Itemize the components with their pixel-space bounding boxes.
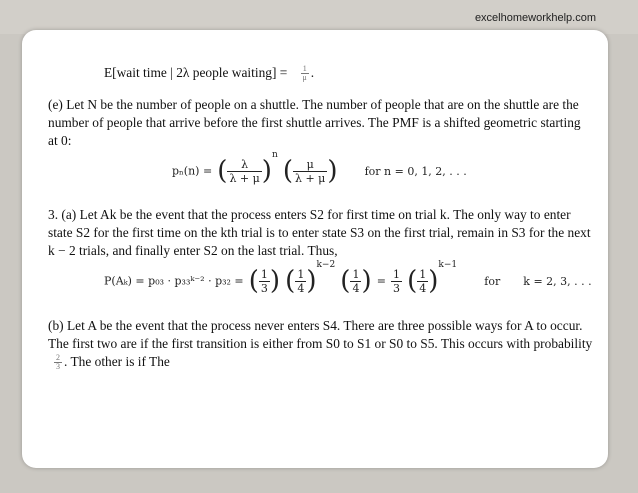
fraction-denominator: 4 [419, 281, 427, 295]
right-paren: ) [306, 266, 317, 296]
wait-time-equation [104, 65, 314, 82]
probability-equation [104, 260, 592, 296]
prob-fraction-5 [417, 268, 428, 295]
left-paren: ( [285, 266, 296, 296]
prob-fraction-2 [295, 268, 306, 295]
paragraph-b-continuation: . The other is if The [64, 354, 170, 369]
left-paren: ( [407, 266, 418, 296]
fraction-denominator: 4 [352, 281, 360, 295]
left-paren: ( [248, 266, 259, 296]
pmf-condition: for n = 0, 1, 2, . . . [364, 164, 467, 178]
left-paren: ( [217, 156, 228, 186]
prob-fraction-4 [391, 268, 402, 295]
fraction-numerator: μ [306, 157, 314, 171]
fraction-numerator: 1 [297, 267, 305, 281]
prob-fraction-1 [259, 268, 270, 295]
fraction-numerator: 1 [352, 267, 360, 281]
fraction-numerator: λ [241, 157, 249, 171]
prob-exponent-2: k−1 [438, 260, 458, 270]
fraction-denominator: 4 [297, 281, 305, 295]
left-paren: ( [282, 156, 293, 186]
paragraph-b-text: (b) Let A be the event that the process never enters S4. There are three possible ways for A to occur. The first two are if the first transition is either from S0 to S1 or S0 to S5. This occurs with probability [48, 318, 593, 351]
fraction-numerator: 1 [260, 267, 268, 281]
paragraph-3a: 3. (a) Let Ak be the event that the process enters S2 for first time on trial k. The only way to enter state S2 for the first time on the kth trial is to enter state S3 on the first trial, remain in S3 for the next k − 2 trials, and finally enter S2 on the last trial. Thus, [48, 207, 591, 258]
site-label: excelhomeworkhelp.com [474, 12, 596, 24]
fraction-denominator: μ [302, 73, 307, 83]
pmf-equation [172, 150, 467, 186]
fraction-denominator: λ + μ [229, 171, 260, 185]
probability-lhs: P(Aₖ) = p₀₃ · p₃₃ᵏ⁻² · p₃₂ = [104, 274, 244, 288]
wait-time-text: E[wait time | 2λ people waiting] = [104, 65, 288, 80]
pmf-lhs: pₙ(n) = [172, 164, 213, 178]
fraction-numerator: 1 [393, 267, 401, 281]
pmf-fraction-2 [293, 158, 327, 185]
fraction-numerator: 2 [56, 353, 60, 363]
right-paren: ) [261, 156, 272, 186]
paragraph-b [48, 317, 593, 371]
fraction-denominator: 3 [56, 362, 60, 372]
paragraph-e: (e) Let N be the number of people on a shuttle. The number of people that are on the shuttle are the number of people that arrive before the first shuttle arrives. The PMF is a shifted geometric starting at 0: [48, 97, 581, 148]
left-paren: ( [340, 266, 351, 296]
wait-time-fraction [301, 65, 309, 82]
probability-fraction [54, 354, 62, 371]
equals-sign: = [376, 274, 386, 288]
slide-page [22, 30, 608, 468]
fraction-denominator: 3 [393, 281, 401, 295]
right-paren: ) [361, 266, 372, 296]
fraction-denominator: 3 [260, 281, 268, 295]
fraction-numerator: 1 [419, 267, 427, 281]
fraction-numerator: 1 [302, 64, 307, 74]
right-paren: ) [269, 266, 281, 296]
pmf-fraction-1 [227, 158, 261, 185]
pmf-exponent: n [271, 150, 278, 160]
fraction-denominator: λ + μ [294, 171, 326, 185]
probability-range: k = 2, 3, . . . [523, 274, 592, 288]
right-paren: ) [428, 266, 439, 296]
prob-fraction-3 [350, 268, 361, 295]
right-paren: ) [327, 156, 338, 186]
prob-exponent-1: k−2 [316, 260, 336, 270]
equation-period: . [310, 65, 315, 80]
probability-for: for [484, 274, 501, 288]
